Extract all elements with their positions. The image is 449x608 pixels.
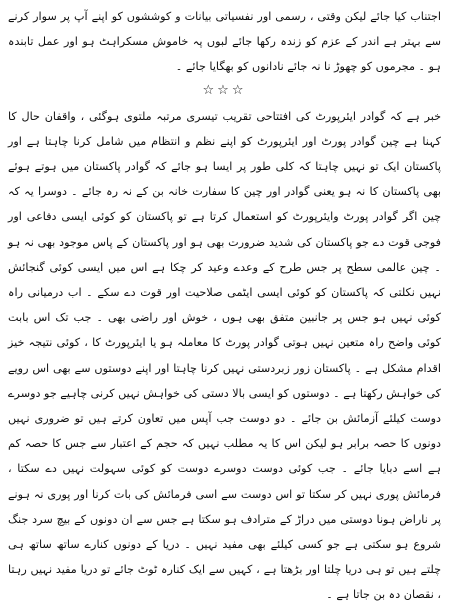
paragraph-opening: اجتناب کیا جائے لیکن وقتی ، رسمی اور نفسیاتی بیانات و کوششوں کو اپنے آپ پر سوار کرنے سے بہتر ہے اندر کے عزم کو زندہ رکھا جائے لبوں پہ خاموش مسکراہٹ ہو اور عمل تابندہ ہو ۔ مجرموں کو چھوڑ نا نہ جائے نادانوں کو بھگایا جائے ۔ xyxy=(8,10,441,74)
section-separator-stars: ☆☆☆ xyxy=(202,82,247,98)
paragraph-gwadar-airport: خبر ہے کہ گوادر ایئرپورٹ کی افتتاحی تقریب تیسری مرتبہ ملتوی ہوگئی ، واقفان حال کا کہنا ہے چین گوادر پورٹ اور ایئرپورٹ کو اپنے نظم و انتظام میں شامل کرنا چاہتا ہے اور پاکستان ایک تو نہیں چاہتا کہ کلی طور پر ایسا ہو جائے کہ گوادر پاکستان میں ہوتے ہوئے بھی پاکستان کا نہ ہو یعنی گوادر اور چین کا سفارت خانہ بن کے نہ رہ جائے ۔ دوسرا یہ کہ چین اگر گوادر پورٹ وایئرپورٹ کو استعمال کرتا ہے تو پاکستان کو کوئی ایسی دفاعی اور فوجی قوت دے جو پاکستان کی شدید ضرورت بھی ہو اور پاکستان کے پاس موجود بھی نہ ہو ۔ چین عالمی سطح پر جس طرح کے وعدے وعید کر چکا ہے اس میں ایسی کوئی گنجائش نہیں نکلتی کہ پاکستان کو کوئی ایسی ایٹمی صلاحیت اور قوت دے سکے ۔ اب درمیانی راہ کوئی نہیں ہو جس پر جانبین متفق بھی ہوں ، خوش اور راضی بھی ۔ جب تک اس بابت کوئی واضح راہ متعین نہیں ہوتی گوادر پورٹ کا معاملہ ہو یا ایئرپورٹ کا ، کوئی نتیجہ خیز اقدام مشکل ہے ۔ پاکستان زور زبردستی نہیں کرنا چاہتا اور اپنے دوستوں سے بھی اس رویے کی خواہش رکھتا ہے ۔ دوستوں کو ایسی بالا دستی کی خواہش نہیں کرنی چاہیے جو دوسرے دوست کیلئے آزمائش بن جائے ۔ دو دوست جب آپس میں تعاون کرتے ہیں تو ضروری نہیں دونوں کا حصہ برابر ہو لیکن اس کا یہ مطلب نہیں کہ حجم کے اعتبار سے جس کا حصہ کم ہے اسے دبایا جائے ۔ جب کوئی دوست دوسرے دوست کو کوئی سہولت نہیں دے سکتا ، فرمائش پوری نہیں کر سکتا تو اس دوست سے اسی فرمائش کی بات کرنا اور پوری نہ ہونے پر ناراض ہونا دوستی میں دراڑ کے مترادف ہو سکتا ہے جس سے ان دونوں کے بیچ سرد جنگ شروع ہو سکتی ہے جو کسی کیلئے بھی مفید نہیں ۔ دریا کے دونوں کنارے ساتھ ساتھ ہی چلتے ہیں تو ہی دریا چلتا اور بڑھتا ہے ، کہیں سے ایک کنارہ ٹوٹ جائے تو دریا مفید نہیں رہتا ، نقصان دہ بن جاتا ہے ۔ xyxy=(8,109,441,602)
